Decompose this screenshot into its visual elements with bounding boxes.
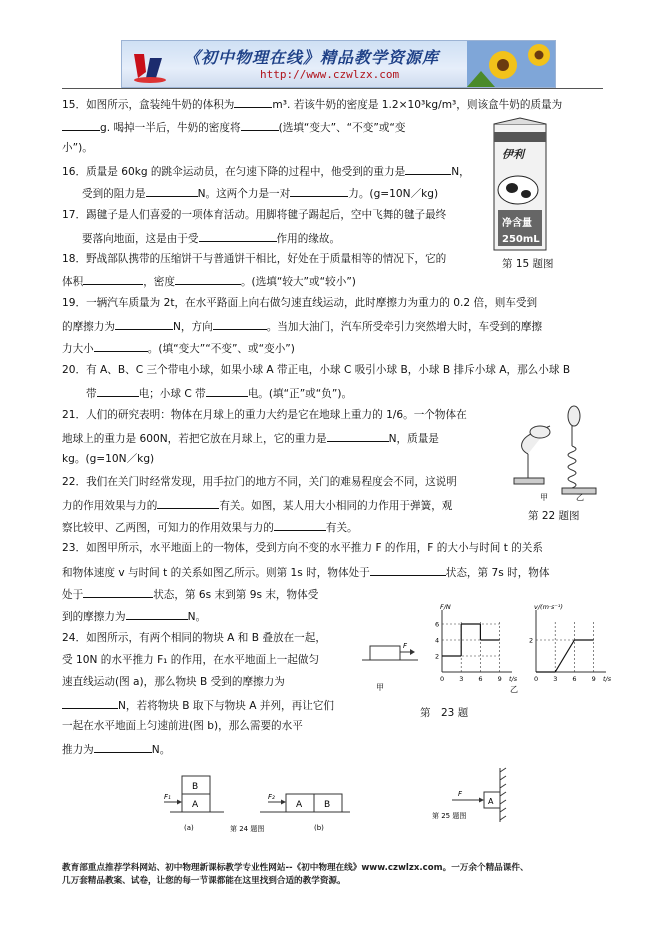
answer-blank[interactable]: [97, 385, 139, 397]
answer-blank[interactable]: [234, 96, 272, 108]
q19-line3: 力大小 。(填“变大”“不变”、或“变小”): [62, 340, 295, 356]
milk-volume: 250mL: [502, 234, 540, 245]
answer-blank[interactable]: [62, 697, 118, 709]
header-banner: [121, 40, 556, 88]
svg-text:B: B: [192, 782, 199, 792]
svg-text:F: F: [458, 790, 463, 798]
milk-label: 净含量: [502, 218, 532, 229]
answer-blank[interactable]: [290, 185, 348, 197]
fig22-label-a: 甲: [540, 493, 548, 502]
q21-line1: 21．人们的研究表明：物体在月球上的重力大约是它在地球上重力的 1/6。一个物体在: [62, 409, 467, 421]
answer-blank[interactable]: [83, 586, 153, 598]
fig24-caption: 第 24 题图: [230, 825, 265, 833]
answer-blank[interactable]: [370, 564, 446, 576]
x-tick-label: 6: [572, 675, 577, 683]
banner-url[interactable]: http://www.czwlzx.com: [260, 68, 400, 81]
y-tick-label: 2: [529, 636, 534, 645]
y-tick-label: 4: [435, 636, 440, 645]
y-tick-label: 2: [435, 652, 440, 661]
y-tick-label: 6: [435, 620, 440, 629]
answer-blank[interactable]: [146, 185, 198, 197]
answer-blank[interactable]: [327, 430, 389, 442]
fig24-label-b: (b): [314, 824, 324, 832]
x-tick-label: 3: [553, 675, 558, 683]
sunflower-image: [467, 41, 555, 87]
answer-blank[interactable]: [213, 318, 267, 330]
page-footer: [62, 862, 622, 888]
q23-line4: 到的摩擦力为 N。: [62, 608, 206, 624]
svg-text:A: A: [192, 800, 199, 810]
q20-line2: 带 电；小球 C 带 电。(填“正”或“负”)。: [86, 385, 352, 401]
svg-text:F: F: [403, 642, 408, 650]
fig15-caption: 第 15 题图: [502, 258, 554, 270]
block-object: [370, 646, 400, 660]
q20-line1: 20．有 A、B、C 三个带电小球，如果小球 A 带正电，小球 C 吸引小球 B，小球 B 排斥小球 A，那么小球 B: [62, 364, 571, 376]
svg-text:A: A: [296, 800, 303, 810]
answer-blank[interactable]: [94, 741, 152, 753]
q16-line1: 16．质量是 60kg 的跳伞运动员，在匀速下降的过程中，他受到的重力是 N，: [62, 163, 470, 179]
answer-blank[interactable]: [241, 119, 279, 131]
force-time-chart: [435, 603, 518, 683]
fig23-label-a: 甲: [376, 683, 384, 692]
fig22-label-b: 乙: [576, 493, 584, 502]
fig25-caption: 第 25 题图: [432, 812, 467, 820]
svg-text:F₁: F₁: [164, 793, 171, 801]
q24-line5: 一起在水平地面上匀速前进(图 b)，那么需要的水平: [62, 720, 303, 732]
fig25-figure: [428, 764, 508, 824]
q15-line2: g. 喝掉一半后，牛奶的密度将 (选填“变大”、“不变”或“变: [62, 119, 406, 135]
x-tick-label: 3: [459, 675, 464, 683]
answer-blank[interactable]: [94, 340, 148, 352]
q15-line1: 15．如图所示，盒装纯牛奶的体积为 m³. 若该牛奶的密度是 1.2×10³kg/m³，则该盒牛奶的质量为: [62, 96, 562, 112]
q21-line3: kg。(g=10N／kg): [62, 453, 155, 465]
milk-carton-image: [488, 118, 552, 252]
banner-title: 《初中物理在线》精品教学资源库: [184, 48, 440, 67]
q15-line3: 小”)。: [62, 142, 93, 154]
milk-brand: 伊利: [502, 148, 524, 161]
answer-blank[interactable]: [83, 273, 143, 285]
q24-line2: 受 10N 的水平推力 F₁ 的作用，在水平地面上一起做匀: [62, 654, 320, 666]
answer-blank[interactable]: [405, 163, 451, 175]
answer-blank[interactable]: [126, 608, 188, 620]
fig23-figure: [360, 603, 622, 700]
q23-line3: 处于 状态，第 6s 末到第 9s 末，物体受: [62, 586, 318, 602]
svg-text:A: A: [488, 797, 494, 806]
answer-blank[interactable]: [115, 318, 173, 330]
x-tick-label: 6: [478, 675, 483, 683]
fig22-caption: 第 22 题图: [528, 510, 580, 522]
x-tick-label: 9: [591, 675, 596, 683]
q24-line4: N，若将物块 B 取下与物块 A 并列，再让它们: [62, 697, 334, 713]
q22-line1: 22．我们在关门时经常发现，用手拉门的地方不同，关门的难易程度会不同，这说明: [62, 476, 457, 488]
q24-line3: 速直线运动(图 a)，那么物块 B 受到的摩擦力为: [62, 676, 285, 688]
spring-figure: [510, 402, 600, 502]
q21-line2: 地球上的重力是 600N，若把它放在月球上，它的重力是 N，质量是: [62, 430, 439, 446]
x-tick-label: 9: [497, 675, 502, 683]
x-tick-label: 0: [534, 675, 539, 683]
answer-blank[interactable]: [199, 230, 277, 242]
q23-line1: 23．如图甲所示，水平地面上的一物体，受到方向不变的水平推力 F 的作用，F 的大小与时间 t 的关系: [62, 542, 543, 554]
answer-blank[interactable]: [62, 119, 100, 131]
q22-line2: 力的作用效果与力的 有关。如图，某人用大小相同的力作用于弹簧，观: [62, 497, 452, 513]
q17-line2: 要落向地面，这是由于受 作用的缘故。: [82, 230, 340, 246]
series-segment: [555, 640, 574, 672]
x-axis-label: t/s: [509, 675, 518, 683]
footer-line1: 教育部重点推荐学科网站、初中物理新课标教学专业性网站--《初中物理在线》www.czwlzx.com。一万余个精品课件、: [62, 863, 529, 873]
q19-line1: 19．一辆汽车质量为 2t，在水平路面上向右做匀速直线运动，此时摩擦力为重力的 0.2 倍，则车受到: [62, 297, 538, 309]
q19-line2: 的摩擦力为 N，方向 。当加大油门，汽车所受牵引力突然增大时，车受到的摩擦: [62, 318, 542, 334]
fig24-figure: [150, 770, 360, 838]
q24-line6: 推力为 N。: [62, 741, 170, 757]
velocity-time-chart: [529, 603, 612, 683]
svg-text:B: B: [324, 800, 331, 810]
q18-line2: 体积 ，密度 。(选填“较大”或“较小”): [62, 273, 356, 289]
footer-line2: 几万套精品教案、试卷，让您的每一节课都能在这里找到合适的教学资源。: [62, 876, 346, 886]
svg-text:F₂: F₂: [268, 793, 275, 801]
q24-line1: 24．如图所示，有两个相同的物块 A 和 B 叠放在一起，: [62, 632, 326, 644]
answer-blank[interactable]: [175, 273, 241, 285]
fig23-label-b: 乙: [510, 685, 518, 694]
q23-line2: 和物体速度 v 与时间 t 的关系如图乙所示。则第 1s 时，物体处于 状态，第 7s 时，物体: [62, 564, 549, 580]
header-rule: [62, 88, 603, 89]
site-logo: [128, 44, 168, 84]
q18-line1: 18．野战部队携带的压缩饼干与普通饼干相比，好处在于质量相等的情况下，它的: [62, 253, 447, 265]
q22-line3: 察比较甲、乙两图，可知力的作用效果与力的 有关。: [62, 519, 358, 535]
x-tick-label: 0: [440, 675, 445, 683]
answer-blank[interactable]: [274, 519, 326, 531]
y-axis-label: v/(m·s⁻¹): [534, 603, 563, 611]
answer-blank[interactable]: [206, 385, 248, 397]
q16-line2: 受到的阻力是 N。这两个力是一对 力。(g=10N／kg): [82, 185, 438, 201]
q17-line1: 17．踢毽子是人们喜爱的一项体育活动。用脚将毽子踢起后，空中飞舞的毽子最终: [62, 209, 447, 221]
y-axis-label: F/N: [440, 603, 451, 611]
fig23-caption: 第 23 题: [420, 707, 469, 719]
fig24-label-a: (a): [184, 824, 194, 832]
x-axis-label: t/s: [603, 675, 612, 683]
answer-blank[interactable]: [157, 497, 219, 509]
